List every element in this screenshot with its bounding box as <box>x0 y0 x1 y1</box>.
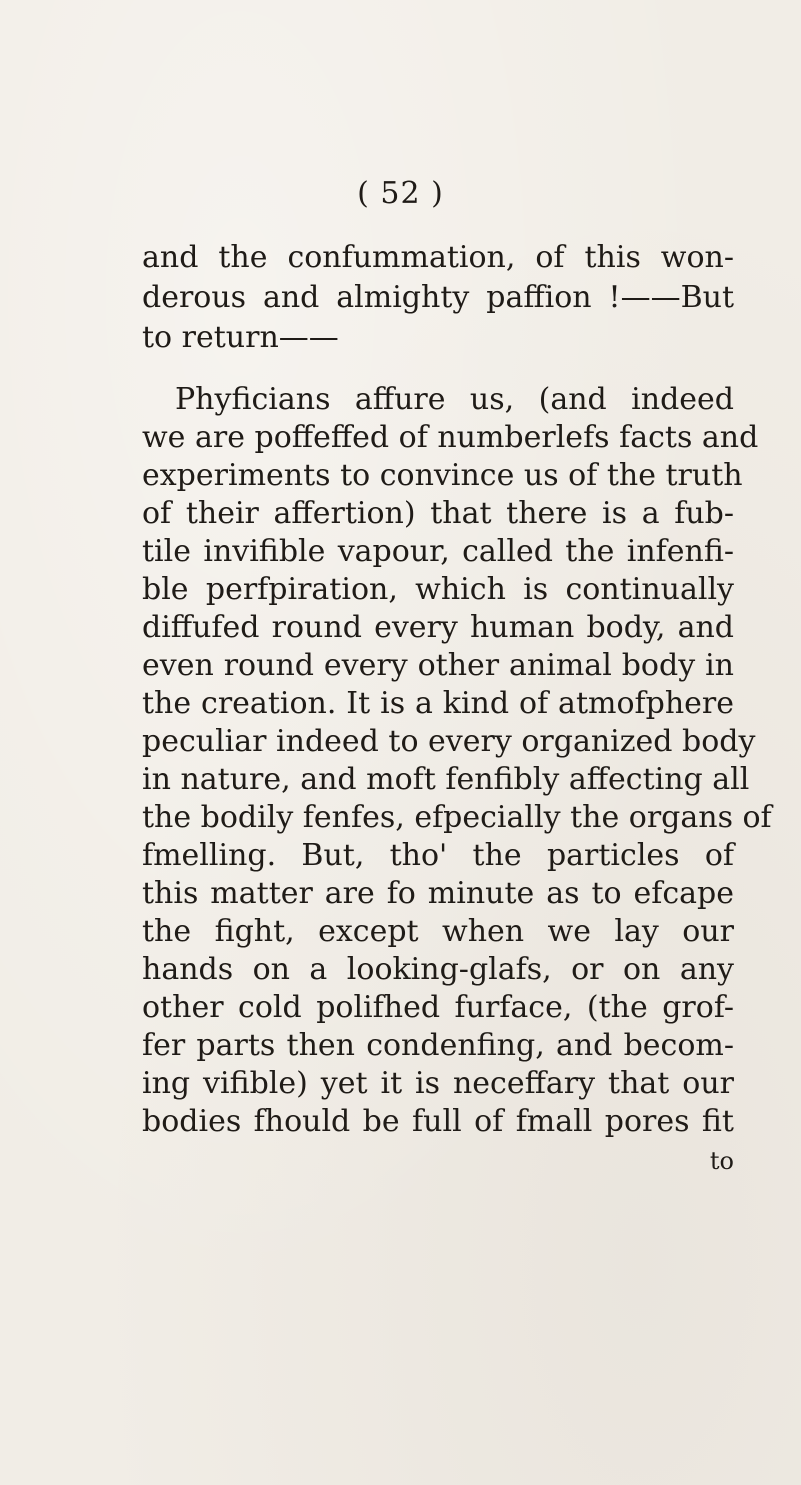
text-line: diffufed round every human body, and <box>142 610 734 645</box>
text-line: ble perfpiration, which is continually <box>142 572 734 607</box>
text-line: to return—— <box>142 320 339 355</box>
text-line: bodies fhould be full of fmall pores fit <box>142 1104 734 1139</box>
page-number: ( 52 ) <box>357 176 444 211</box>
text-line: fer parts then condenfing, and becom- <box>142 1028 734 1063</box>
text-line: this matter are fo minute as to efcape <box>142 876 734 911</box>
text-line: Phyficians affure us, (and indeed <box>175 382 734 417</box>
text-line: ing vifible) yet it is neceffary that our <box>142 1066 734 1101</box>
text-line: tile invifible vapour, called the infenfi- <box>142 534 734 569</box>
text-line: of their affertion) that there is a fub- <box>142 496 734 531</box>
text-line: peculiar indeed to every organized body <box>142 724 756 759</box>
text-line: even round every other animal body in <box>142 648 734 683</box>
catchword: to <box>709 1147 734 1175</box>
text-line: other cold polifhed furface, (the grof- <box>142 990 734 1025</box>
text-line: hands on a looking-glafs, or on any <box>142 952 734 987</box>
text-line: the fight, except when we lay our <box>142 914 734 949</box>
text-line: fmelling. But, tho' the particles of <box>142 838 734 873</box>
text-line: derous and almighty paffion !——But <box>142 280 734 315</box>
text-line: the creation. It is a kind of atmofphere <box>142 686 734 721</box>
text-line: in nature, and moft fenfibly affecting all <box>142 762 750 797</box>
text-line: and the confummation, of this won- <box>142 240 734 275</box>
text-line: we are poffeffed of numberlefs facts and <box>142 420 759 455</box>
text-line: experiments to convince us of the truth <box>142 458 743 493</box>
text-line: the bodily fenfes, efpecially the organs of <box>142 800 772 835</box>
